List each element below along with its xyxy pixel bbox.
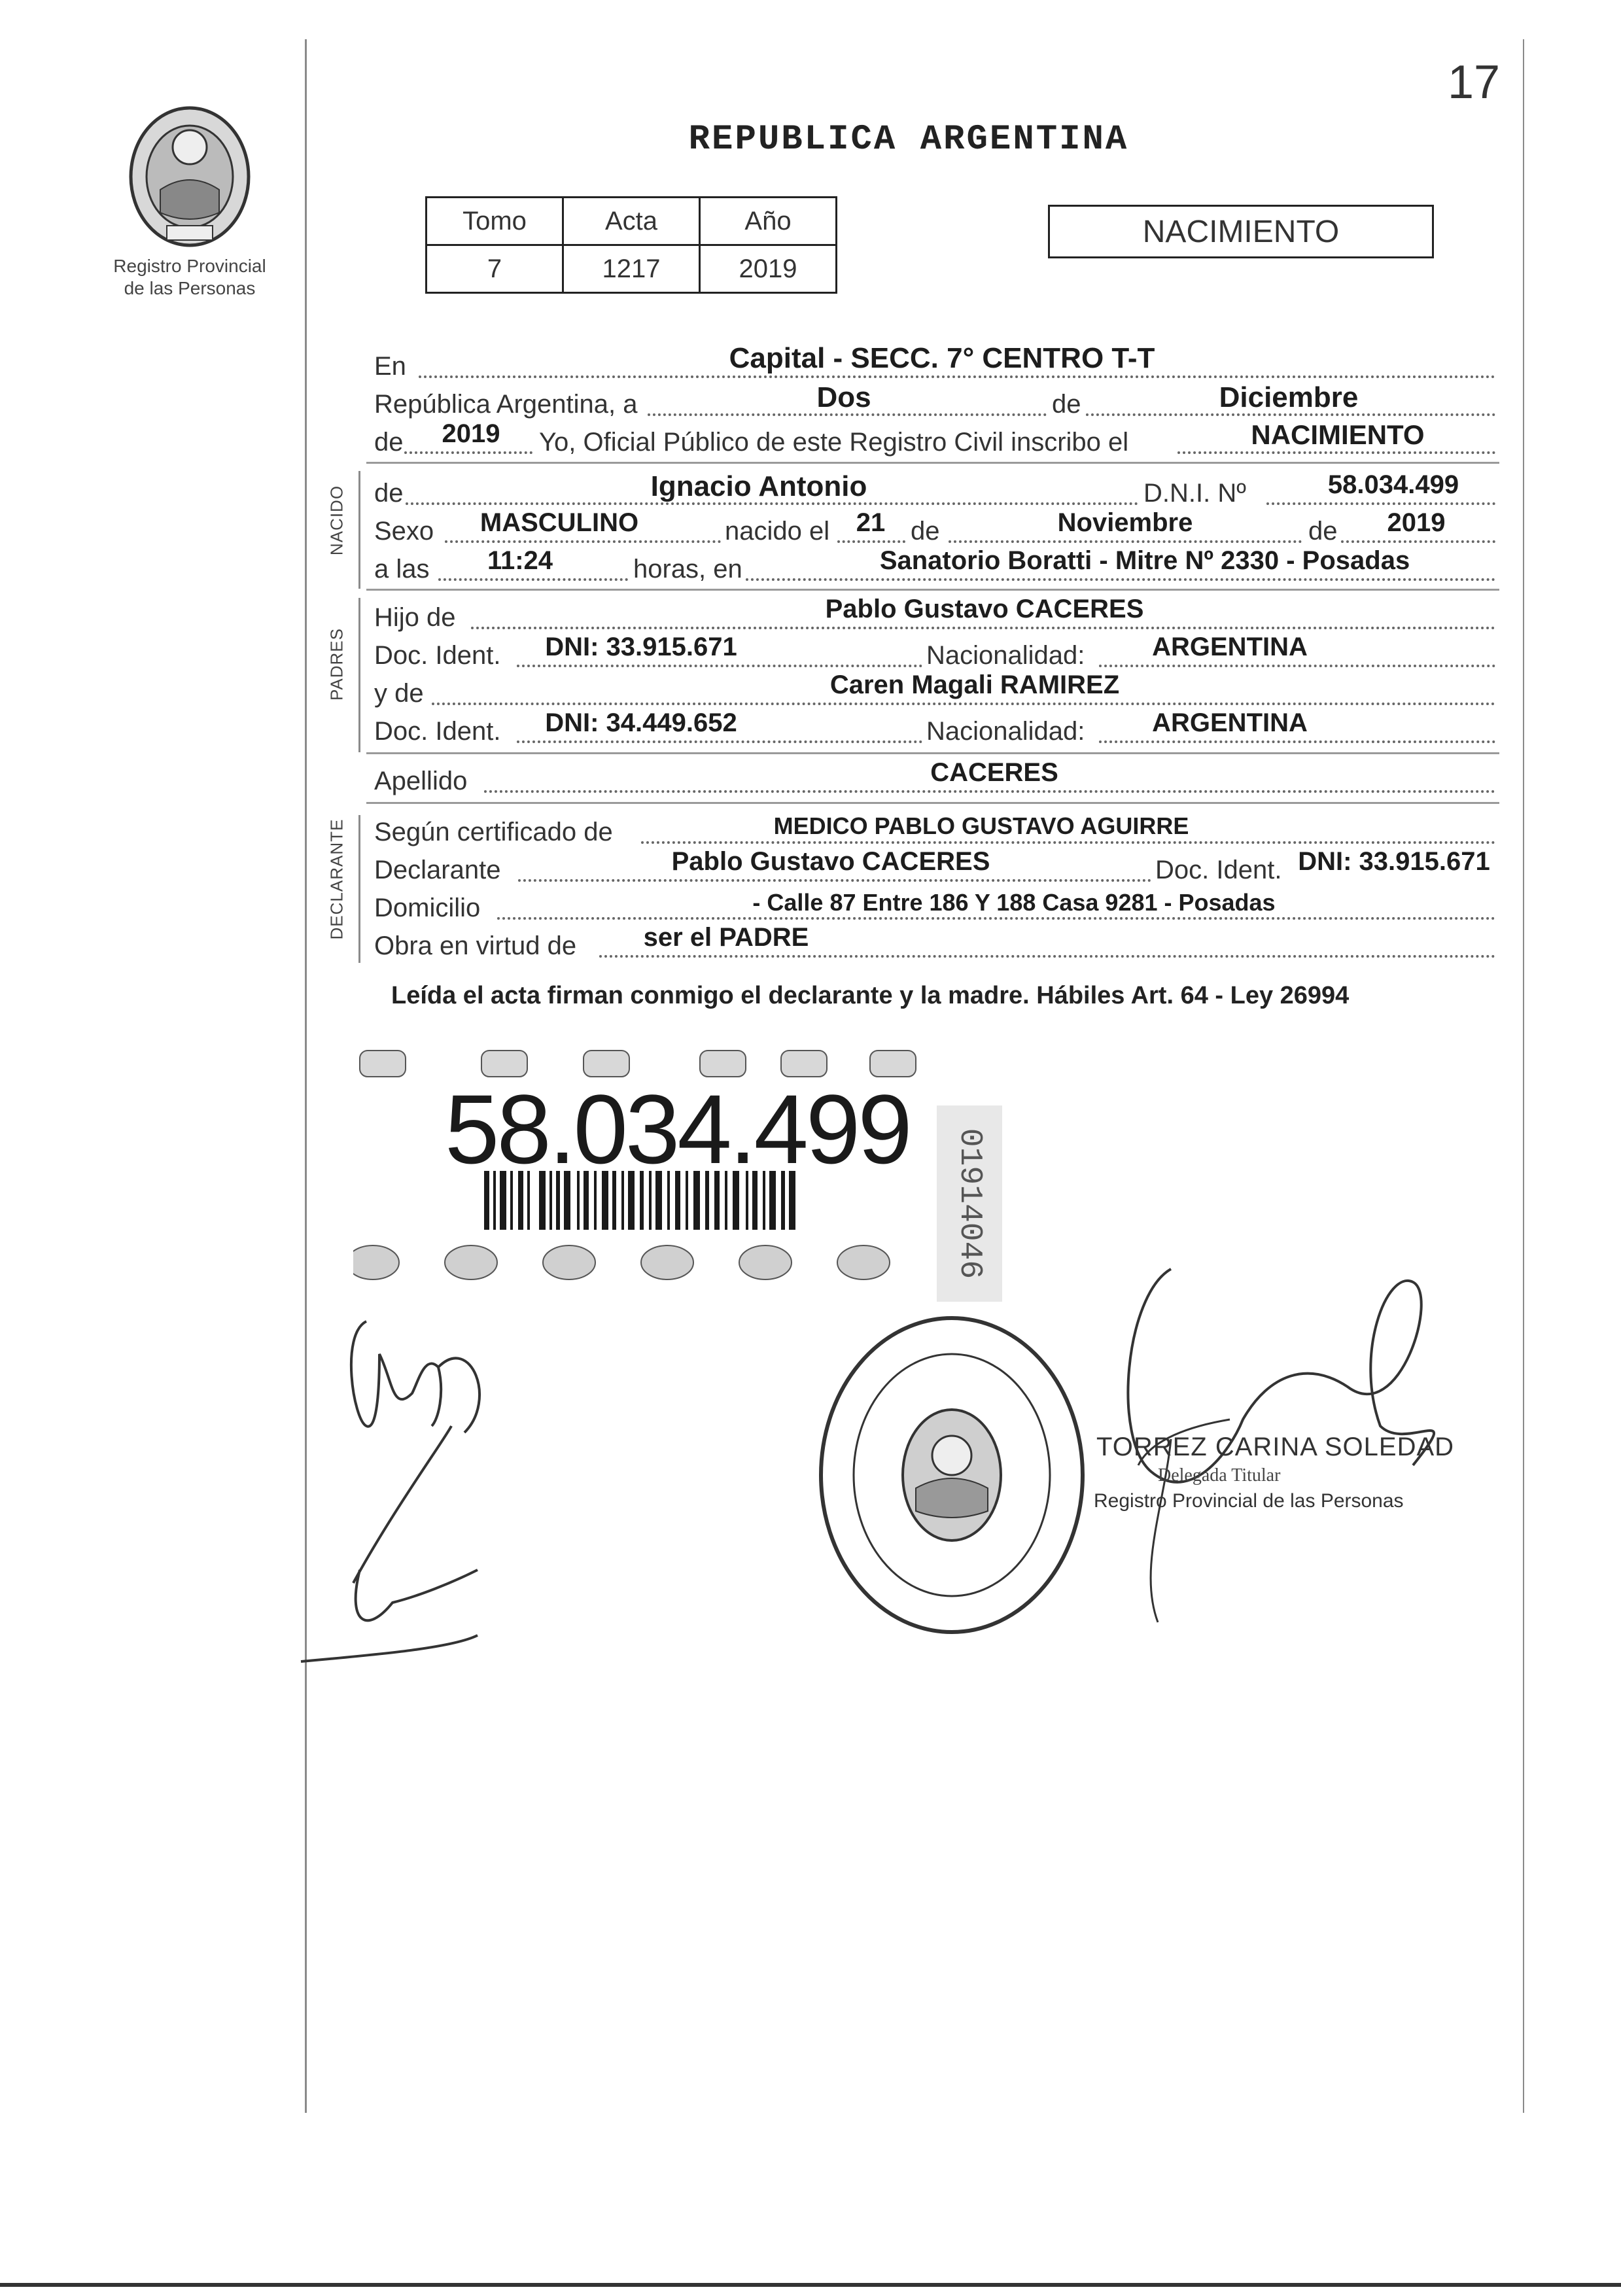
value-padre-doc: DNI: 33.915.671 [545, 633, 737, 661]
label-nacido-el: nacido el [725, 517, 830, 546]
value-lugar-nac: Sanatorio Boratti - Mitre Nº 2330 - Posadas [879, 546, 1410, 575]
value-lugar: Capital - SECC. 7° CENTRO T-T [729, 342, 1155, 374]
section-divider [366, 589, 1499, 591]
label-y-de: y de [374, 679, 424, 708]
dotted-line [1099, 740, 1495, 743]
label-republica: República Argentina, a [374, 390, 638, 419]
dotted-line [641, 841, 1495, 844]
value-madre-doc: DNI: 34.449.652 [545, 708, 737, 737]
dni-label-sticker [353, 1047, 935, 1282]
label-doc-ident-2: Doc. Ident. [374, 717, 501, 746]
label-a-las: a las [374, 555, 430, 583]
side-label-nacido: NACIDO [326, 485, 347, 556]
dotted-line [471, 627, 1495, 629]
label-de-anio: de [374, 428, 404, 457]
value-domicilio: - Calle 87 Entre 186 Y 188 Casa 9281 - Posadas [752, 889, 1276, 916]
page-number: 17 [1448, 56, 1501, 109]
header-anio: Año [700, 198, 837, 245]
label-nacionalidad-1: Nacionalidad: [926, 641, 1085, 670]
side-label-declarante: DECLARANTE [326, 818, 347, 940]
dotted-line [837, 540, 905, 543]
value-dia: Dos [816, 381, 871, 413]
dni-big-number: 58.034.499 [445, 1074, 910, 1184]
value-mes-nac: Noviembre [1057, 508, 1193, 537]
serial-number: 01914046 [952, 1128, 987, 1279]
dotted-line [445, 540, 721, 543]
value-hora: 11:24 [487, 546, 553, 575]
dotted-line [438, 578, 628, 581]
dotted-line [517, 740, 922, 743]
value-tomo: 7 [427, 245, 563, 293]
label-hijo-de: Hijo de [374, 603, 456, 632]
dotted-line [404, 451, 532, 454]
label-sexo: Sexo [374, 517, 434, 546]
label-declarante: Declarante [374, 856, 501, 884]
header-acta: Acta [563, 198, 700, 245]
label-de-dia: de [911, 517, 940, 546]
official-title: Delegada Titular [1158, 1465, 1281, 1486]
registry-stamp [811, 1308, 1092, 1642]
value-padre: Pablo Gustavo CACERES [825, 595, 1144, 623]
dotted-line [484, 790, 1495, 793]
record-type-box: NACIMIENTO [1048, 205, 1434, 258]
value-dia-nac: 21 [856, 508, 886, 537]
section-bracket-padres [358, 598, 360, 752]
section-divider [366, 802, 1499, 804]
label-de-nombre: de [374, 479, 404, 508]
dotted-line [746, 578, 1495, 581]
header-tomo: Tomo [427, 198, 563, 245]
value-madre-nac: ARGENTINA [1152, 708, 1308, 737]
value-declarante: Pablo Gustavo CACERES [671, 847, 990, 876]
closing-statement: Leída el acta firman conmigo el declarante y la madre. Hábiles Art. 64 - Ley 26994 [391, 982, 1350, 1009]
value-acta: 1217 [563, 245, 700, 293]
dotted-line [518, 879, 1151, 882]
signature-declarante [281, 1295, 530, 1688]
official-name: TORREZ CARINA SOLEDAD [1096, 1433, 1455, 1461]
dotted-line [517, 665, 922, 667]
value-acto: NACIMIENTO [1251, 419, 1425, 450]
section-divider [366, 462, 1499, 464]
label-nacionalidad-2: Nacionalidad: [926, 717, 1085, 746]
value-anio-nac: 2019 [1387, 508, 1446, 537]
side-label-padres: PADRES [326, 628, 347, 701]
dotted-line [1099, 665, 1495, 667]
dotted-line [432, 703, 1495, 705]
logo-caption [92, 255, 288, 300]
label-de-anio-nac: de [1308, 517, 1338, 546]
right-margin-line [1523, 39, 1524, 2113]
value-apellido: CACERES [930, 758, 1058, 787]
scan-bottom-edge [0, 2283, 1621, 2287]
serial-tag [937, 1105, 1002, 1302]
value-anio: 2019 [442, 419, 500, 448]
dotted-line [949, 540, 1302, 543]
value-declarante-doc: DNI: 33.915.671 [1298, 847, 1490, 876]
dotted-line [1341, 540, 1495, 543]
dotted-line [497, 917, 1495, 920]
value-padre-nac: ARGENTINA [1152, 633, 1308, 661]
dotted-line [599, 955, 1495, 958]
label-domicilio: Domicilio [374, 894, 481, 922]
official-office: Registro Provincial de las Personas [1094, 1490, 1404, 1512]
left-margin-line [305, 39, 307, 2113]
label-doc-ident-1: Doc. Ident. [374, 641, 501, 670]
value-certificado: MEDICO PABLO GUSTAVO AGUIRRE [773, 812, 1189, 839]
label-segun: Según certificado de [374, 818, 613, 846]
section-divider [366, 752, 1499, 754]
section-bracket-nacido [358, 471, 360, 589]
label-horas-en: horas, en [633, 555, 742, 583]
value-obra: ser el PADRE [643, 923, 809, 952]
logo-caption-line-1: Registro Provincial [113, 256, 266, 276]
label-apellido: Apellido [374, 767, 468, 795]
label-obra: Obra en virtud de [374, 931, 577, 960]
value-sexo: MASCULINO [479, 508, 639, 537]
label-dni: D.N.I. Nº [1143, 479, 1246, 508]
value-anio: 2019 [700, 245, 837, 293]
label-yo: Yo, Oficial Público de este Registro Civil inscribo el [539, 428, 1129, 457]
label-doc-ident-3: Doc. Ident. [1155, 856, 1282, 884]
document-title: REPUBLICA ARGENTINA [688, 120, 1129, 160]
dotted-line [419, 375, 1495, 378]
value-mes: Diciembre [1219, 381, 1359, 413]
section-bracket-declarante [358, 815, 360, 963]
logo-caption-line-2: de las Personas [124, 278, 256, 298]
label-en: En [374, 352, 406, 381]
value-nombre: Ignacio Antonio [650, 470, 867, 502]
label-de-mes: de [1052, 390, 1081, 419]
value-dni: 58.034.499 [1327, 470, 1459, 499]
value-madre: Caren Magali RAMIREZ [829, 670, 1120, 699]
dotted-line [1177, 451, 1495, 454]
acta-table [425, 196, 837, 294]
dotted-line [1266, 502, 1495, 505]
